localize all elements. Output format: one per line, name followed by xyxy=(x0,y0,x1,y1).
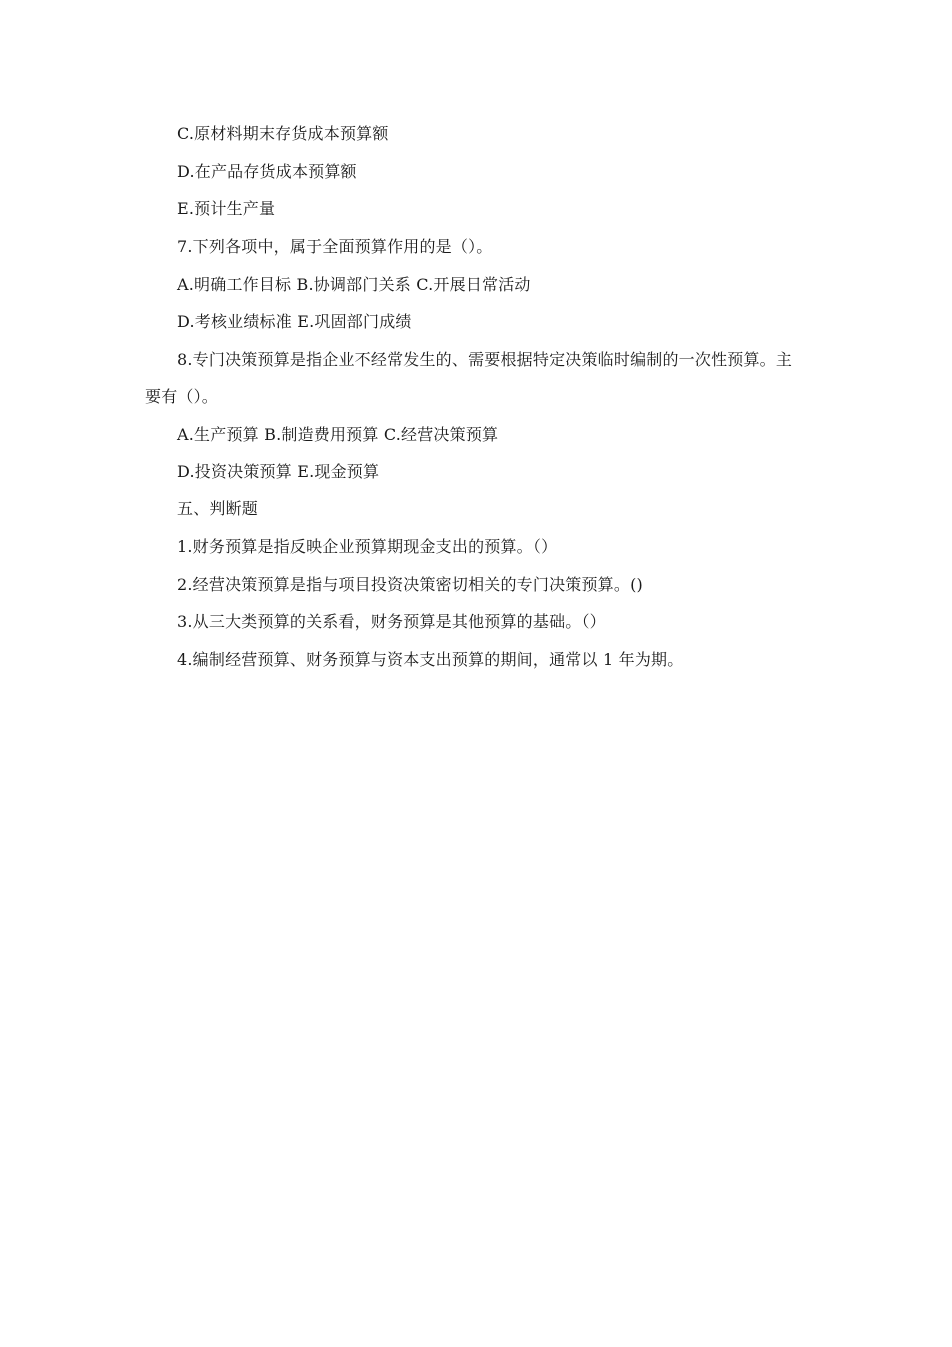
question-7: 7.下列各项中，属于全面预算作用的是（）。 xyxy=(177,237,493,256)
question-8-continuation: 要有（）。 xyxy=(145,387,219,406)
question-8: 8.专门决策预算是指企业不经常发生的、需要根据特定决策临时编制的一次性预算。主 xyxy=(177,350,793,369)
true-false-item-4: 4.编制经营预算、财务预算与资本支出预算的期间，通常以 1 年为期。 xyxy=(177,650,684,669)
section-heading-true-false: 五、判断题 xyxy=(177,499,259,518)
question-8-options-de: D.投资决策预算 E.现金预算 xyxy=(177,462,380,481)
true-false-item-2: 2.经营决策预算是指与项目投资决策密切相关的专门决策预算。() xyxy=(177,575,643,594)
question-7-options-abc: A.明确工作目标 B.协调部门关系 C.开展日常活动 xyxy=(177,275,531,294)
true-false-item-3: 3.从三大类预算的关系看，财务预算是其他预算的基础。（） xyxy=(177,612,606,631)
true-false-item-1: 1.财务预算是指反映企业预算期现金支出的预算。（） xyxy=(177,537,558,556)
option-c-raw-materials: C.原材料期末存货成本预算额 xyxy=(177,124,389,143)
option-e-expected-output: E.预计生产量 xyxy=(177,199,276,218)
question-8-options-abc: A.生产预算 B.制造费用预算 C.经营决策预算 xyxy=(177,425,499,444)
question-7-options-de: D.考核业绩标准 E.巩固部门成绩 xyxy=(177,312,412,331)
option-d-work-in-process: D.在产品存货成本预算额 xyxy=(177,162,357,181)
